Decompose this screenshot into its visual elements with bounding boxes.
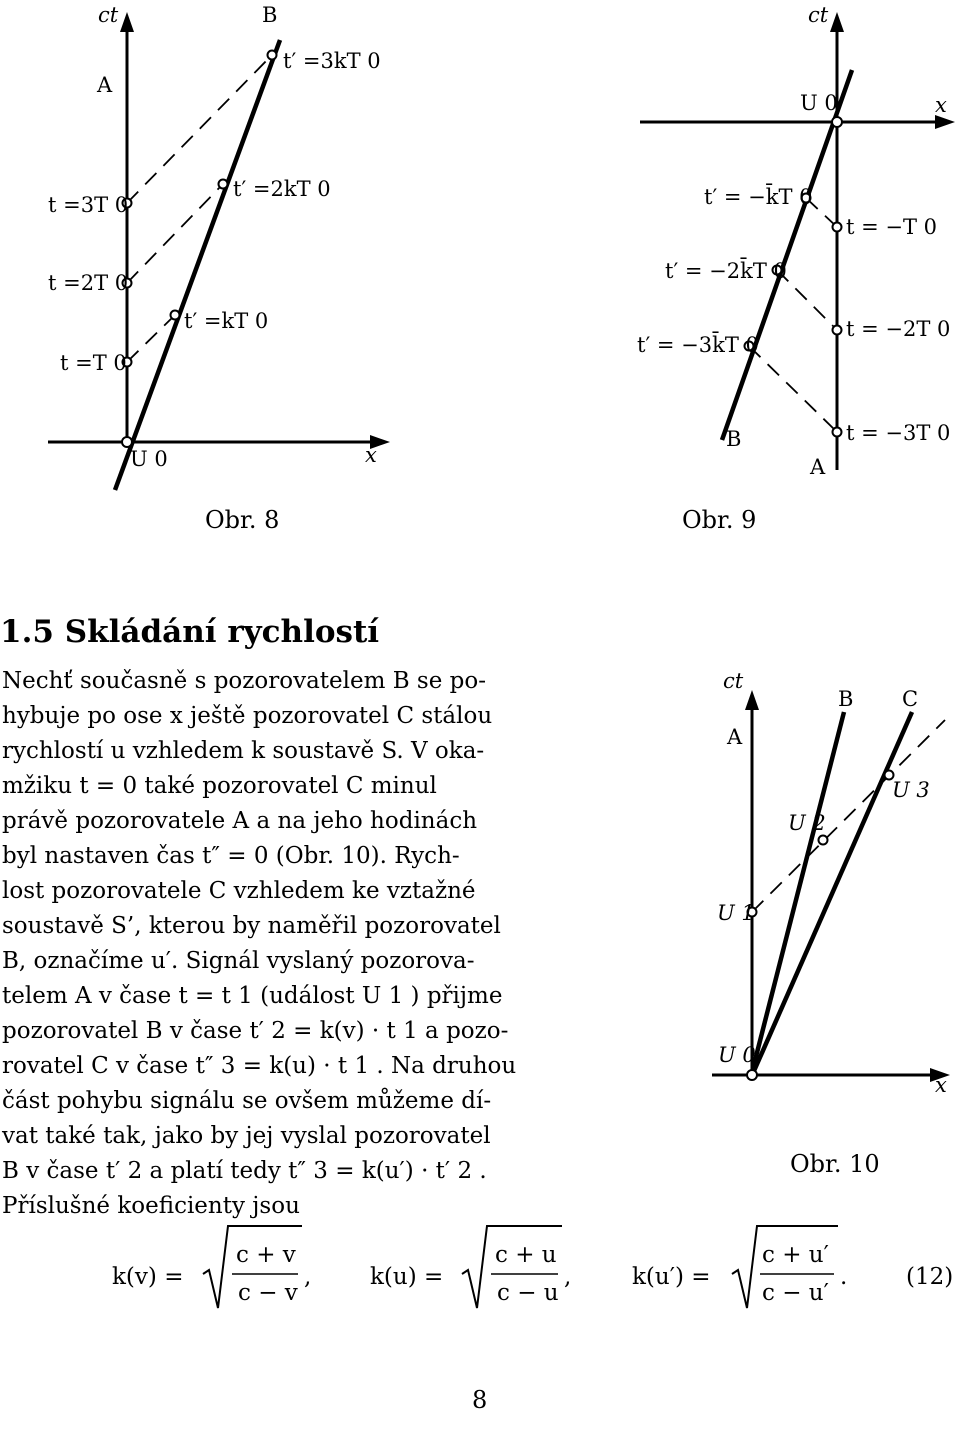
body-paragraph [1,668,516,1219]
paragraph-line: část pohybu signálu se ovšem můžeme dí- [2,1088,492,1114]
fig8-t2-label: t =2T 0 [48,271,129,295]
paragraph-line: mžiku t = 0 také pozorovatel C minul [2,773,437,799]
fig9-u0-label: U 0 [800,91,838,115]
paragraph-line: rychlostí u vzhledem k soustavě S. V oka- [2,738,485,764]
fig10-u0-label: U 0 [718,1043,756,1067]
fig8-caption: Obr. 8 [205,506,280,534]
paragraph-line: B v čase t′ 2 a platí tedy t″ 3 = k(u′) · t′ 2 . [2,1158,487,1184]
fig10-u1-label: U 1 [717,901,755,925]
eq-ku-numerator: c + u [495,1242,557,1268]
fig9-ct-label: ct [808,3,829,27]
paragraph-line: právě pozorovatele A a na jeho hodinách [2,808,478,834]
paragraph-line: lost pozorovatele C vzhledem ke vztažné [2,878,476,904]
equation-12 [112,1226,953,1308]
fig9-event-u0 [832,117,842,127]
fig8-worldline-b [115,40,280,490]
eq-kup-denominator: c − u′ [762,1280,829,1306]
fig9-event-t2 [833,326,842,335]
paragraph-line: hybuje po ose x ještě pozorovatel C stálou [2,703,493,729]
eq-kv-lhs: k(v) = [112,1264,184,1290]
fig9-tp2-label: t′ = −2k̄T 0 [665,259,787,283]
paragraph-line: pozorovatel B v čase t′ 2 = k(v) · t 1 a pozo- [2,1018,509,1044]
fig9-caption: Obr. 9 [682,506,757,534]
fig8-tp3-label: t′ =3kT 0 [283,49,381,73]
figure-10 [712,669,950,1178]
paragraph-line: Nechť současně s pozorovatelem B se po- [2,668,486,694]
fig9-t3-label: t = −3T 0 [846,421,951,445]
paragraph-line: vat také tak, jako by jej vyslal pozorovatel [2,1123,491,1149]
fig10-caption: Obr. 10 [790,1150,880,1178]
eq-ku-denominator: c − u [497,1280,559,1306]
fig10-event-u2 [819,836,828,845]
fig9-t2-label: t = −2T 0 [846,317,951,341]
fig9-tp1-label: t′ = −k̄T 0 [704,185,813,209]
eq-kv-numerator: c + v [236,1242,296,1268]
fig10-x-label: x [935,1073,947,1097]
fig8-event-tp3 [268,51,277,60]
fig8-a-label: A [97,73,113,97]
fig8-u0-label: U 0 [130,447,168,471]
paragraph-line: telem A v čase t = t 1 (událost U 1 ) přijme [2,983,503,1009]
fig9-tp3-label: t′ = −3k̄T 0 [637,333,759,357]
fig8-event-tp1 [171,311,180,320]
fig10-a-label: A [727,725,743,749]
fig10-c-label: C [902,687,919,711]
fig8-event-u0 [122,437,132,447]
fig9-x-arrow [935,115,955,129]
paragraph-line: soustavě S’, kterou by naměřil pozorovatel [2,913,501,939]
fig9-t1-label: t = −T 0 [846,215,938,239]
fig8-b-label: B [262,3,278,27]
fig10-u2-label: U 2 [788,811,826,835]
fig8-tp1-label: t′ =kT 0 [184,309,269,333]
page-number: 8 [472,1386,488,1414]
fig8-t3-label: t =3T 0 [48,193,129,217]
paragraph-line: rovatel C v čase t″ 3 = k(u) · t 1 . Na druhou [2,1053,517,1079]
eq-ku-lhs: k(u) = [370,1264,444,1290]
fig9-ct-arrow [830,12,844,32]
section-title: 1.5 Skládání rychlostí [0,614,380,650]
fig8-t1-label: t =T 0 [60,351,127,375]
fig10-u3-label: U 3 [892,778,930,802]
fig10-event-u0 [747,1070,757,1080]
fig8-signal-1 [127,315,175,362]
fig10-ct-label: ct [723,669,744,693]
eq-kup-lhs: k(u′) = [632,1264,711,1290]
fig8-x-label: x [365,443,377,467]
fig10-signal [752,720,945,912]
eq-kv-denominator: c − v [238,1280,298,1306]
eq-comma: , [564,1264,572,1290]
figure-8 [48,3,390,534]
fig10-ct-arrow [745,690,759,710]
fig8-ct-label: ct [98,3,119,27]
fig9-b-label: B [726,427,742,451]
fig9-event-t1 [833,223,842,232]
eq-number: (12) [906,1264,954,1290]
eq-kup-numerator: c + u′ [762,1242,829,1268]
fig8-tp2-label: t′ =2kT 0 [233,177,331,201]
fig8-ct-arrow [120,12,134,32]
fig10-b-label: B [838,687,854,711]
fig9-event-t3 [833,428,842,437]
fig9-a-label: A [810,455,826,479]
fig9-signal-3 [749,346,837,432]
paragraph-line: B, označíme u′. Signál vyslaný pozorova- [2,948,475,974]
figure-9 [637,3,955,534]
eq-comma: , [304,1264,312,1290]
fig9-x-label: x [935,93,947,117]
eq-period: . [840,1264,848,1290]
paragraph-line: Příslušné koeficienty jsou [2,1193,300,1219]
fig8-event-tp2 [219,180,228,189]
paragraph-line: byl nastaven čas t″ = 0 (Obr. 10). Rych- [2,843,460,869]
